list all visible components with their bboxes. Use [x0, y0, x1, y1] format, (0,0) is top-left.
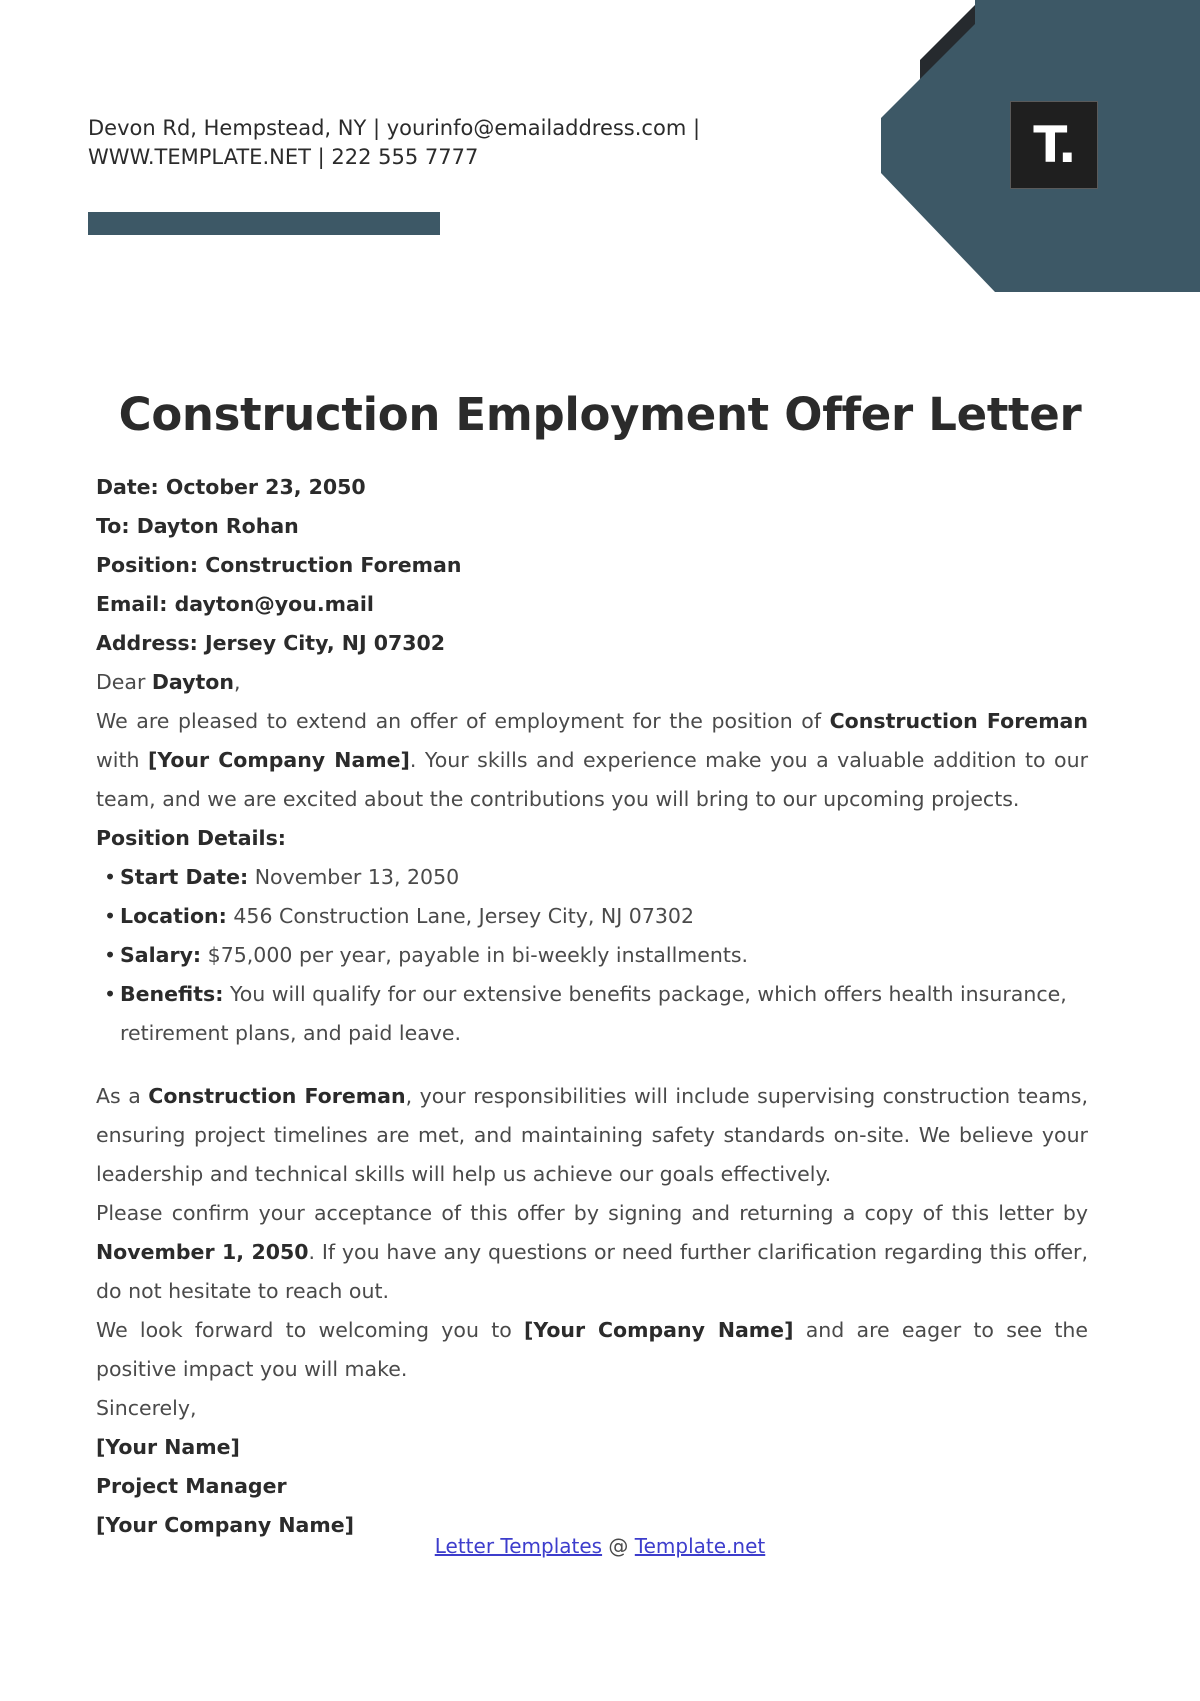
resp-text-2: , your responsibilities will include supervising construction teams, ensuring project timelines are met, and maintaining safety standards on-site. We believe your leadership and technical skills will help us achieve our goals effectively.	[96, 1084, 1088, 1186]
position-details-heading	[96, 819, 1088, 858]
closing-paragraph	[96, 1311, 1088, 1389]
intro-text-2: with	[96, 748, 148, 772]
signoff-role: Project Manager	[96, 1474, 287, 1498]
page-title: Construction Employment Offer Letter	[118, 388, 1082, 441]
position-value: Construction Foreman	[205, 553, 462, 577]
detail-value-location: 456 Construction Lane, Jersey City, NJ 07302	[226, 904, 695, 928]
detail-label-location: Location:	[120, 904, 227, 928]
closing-company: [Your Company Name]	[524, 1318, 794, 1342]
signoff-company: [Your Company Name]	[96, 1513, 354, 1537]
intro-position: Construction Foreman	[829, 709, 1088, 733]
confirm-deadline: November 1, 2050	[96, 1240, 309, 1264]
intro-paragraph	[96, 702, 1088, 819]
brand-logo	[1010, 101, 1098, 189]
intro-text-3: . Your skills and experience make you a valuable addition to our team, and we are excited about the contributions you will bring to our upcoming projects.	[96, 748, 1088, 811]
details-heading-text: Position Details:	[96, 826, 286, 850]
intro-company: [Your Company Name]	[147, 748, 410, 772]
detail-value-start-date: November 13, 2050	[248, 865, 460, 889]
address-label: Address:	[96, 631, 205, 655]
intro-text-1: We are pleased to extend an offer of employment for the position of	[96, 709, 830, 733]
address-value: Jersey City, NJ 07302	[204, 631, 446, 655]
letter-templates-link[interactable]: Letter Templates	[434, 1534, 603, 1558]
signoff-name: [Your Name]	[96, 1435, 240, 1459]
date-line	[96, 468, 1088, 507]
position-details-list	[96, 858, 1088, 1053]
letter-body	[96, 468, 1088, 1545]
date-value: October 23, 2050	[165, 475, 366, 499]
footer	[0, 1534, 1200, 1558]
contact-line-2: WWW.TEMPLATE.NET | 222 555 7777	[88, 145, 479, 169]
section-gap	[96, 1053, 1088, 1077]
email-label: Email:	[96, 592, 175, 616]
email-value: dayton@you.mail	[174, 592, 374, 616]
list-item	[96, 975, 1088, 1053]
signoff-role-line	[96, 1467, 1088, 1506]
contact-info	[88, 114, 728, 172]
date-label: Date:	[96, 475, 166, 499]
to-label: To:	[96, 514, 137, 538]
list-item	[96, 936, 1088, 975]
list-item	[96, 858, 1088, 897]
accent-bar	[88, 212, 440, 235]
address-line	[96, 624, 1088, 663]
position-label: Position:	[96, 553, 206, 577]
template-net-link[interactable]: Template.net	[634, 1534, 766, 1558]
detail-label-salary: Salary:	[120, 943, 202, 967]
list-item	[96, 897, 1088, 936]
signoff-name-line	[96, 1428, 1088, 1467]
email-line	[96, 585, 1088, 624]
logo-text: T.	[1033, 116, 1075, 174]
detail-label-start-date: Start Date:	[120, 865, 249, 889]
to-line	[96, 507, 1088, 546]
confirm-text-1: Please confirm your acceptance of this offer by signing and returning a copy of this letter by	[96, 1201, 1088, 1225]
footer-separator: @	[602, 1534, 635, 1558]
detail-value-benefits: You will qualify for our extensive benefits package, which offers health insurance, retirement plans, and paid leave.	[120, 982, 1067, 1045]
greeting-name: Dayton	[151, 670, 234, 694]
responsibilities-paragraph	[96, 1077, 1088, 1194]
detail-label-benefits: Benefits:	[120, 982, 224, 1006]
to-value: Dayton Rohan	[136, 514, 299, 538]
closing-text-2: and are eager to see the positive impact you will make.	[96, 1318, 1088, 1381]
confirm-text-2: . If you have any questions or need further clarification regarding this offer, do not hesitate to reach out.	[96, 1240, 1088, 1303]
detail-value-salary: $75,000 per year, payable in bi-weekly installments.	[201, 943, 749, 967]
greeting-suffix: ,	[233, 670, 241, 694]
resp-position: Construction Foreman	[148, 1084, 406, 1108]
signoff-closing: Sincerely,	[96, 1396, 197, 1420]
closing-text-1: We look forward to welcoming you to	[96, 1318, 525, 1342]
confirm-paragraph	[96, 1194, 1088, 1311]
position-line	[96, 546, 1088, 585]
greeting	[96, 663, 1088, 702]
contact-line-1: Devon Rd, Hempstead, NY | yourinfo@emailaddress.com |	[88, 116, 701, 140]
greeting-prefix: Dear	[96, 670, 152, 694]
resp-text-1: As a	[96, 1084, 149, 1108]
